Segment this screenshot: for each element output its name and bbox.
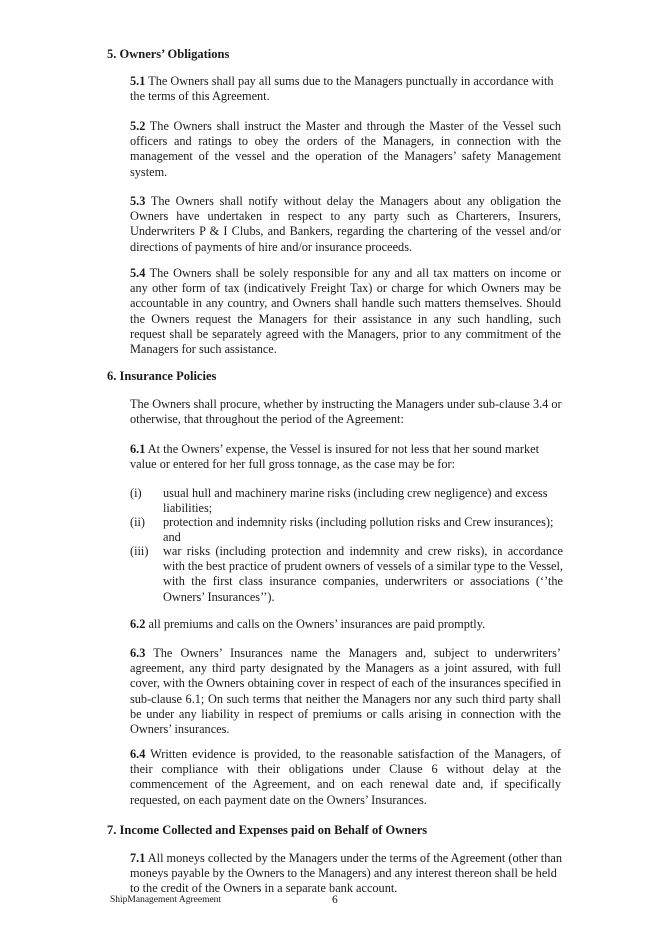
section-6-intro: The Owners shall procure, whether by instructing the Managers under sub-clause 3.4 or otherwise, that throughout the period of the Agreement: (130, 397, 562, 427)
clause-6-2 (130, 617, 562, 632)
clause-number: 5.2 (130, 119, 146, 133)
clause-6-4 (130, 747, 561, 808)
list-item-label: (ii) (130, 515, 146, 529)
clause-5-3 (130, 194, 561, 255)
clause-number: 6.3 (130, 646, 146, 660)
list-item-text: war risks (including protection and indemnity and crew risks), in accordance with the best practice of prudent owners of vessels of a similar type to the Vessel, with the first class insurance companies, underwriters or associations (‘’the Owners’ Insurances’’). (163, 544, 564, 604)
clause-text: Written evidence is provided, to the reasonable satisfaction of the Managers, of their compliance with their obligations under Clause 6 without delay at the commencement of the Agreement, and on each renewal date and, if specifically requested, on each payment date on the Owners’ Insurances. (130, 747, 561, 807)
list-item-text: protection and indemnity risks (including pollution risks and Crew insurances); and (163, 515, 554, 545)
clause-text: All moneys collected by the Managers under the terms of the Agreement (other than moneys payable by the Owners to the Managers) and any interest thereon shall be held to the credit of the Owners in a separate bank account. (130, 851, 562, 896)
clause-5-2 (130, 119, 561, 180)
clause-text: The Owners’ Insurances name the Managers and, subject to underwriters’ agreement, any third party designated by the Managers as a joint assured, with full cover, with the Owners obtaining cover in respect of each of the insurances specified in sub-clause 6.1; On such terms that neither the Managers nor any such third party shall be under any liability in respect of premiums or calls arising in connection with the Owners’ insurances. (130, 646, 561, 737)
clause-number: 6.2 (130, 617, 146, 631)
clause-5-1 (130, 74, 562, 104)
clause-number: 6.1 (130, 442, 146, 456)
clause-number: 5.1 (130, 74, 146, 88)
clause-6-1 (130, 442, 562, 472)
section-7-heading: 7. Income Collected and Expenses paid on Behalf of Owners (107, 823, 428, 837)
clause-text: The Owners shall be solely responsible for any and all tax matters on income or any other form of tax (indicatively Freight Tax) or charge for which Owners may be accountable in any country, and Owners shall handle such matters themselves. Should the Owners request the Managers for their assistance in any such handling, such request shall be separately agreed with the Managers, prior to any commitment of the Managers for such assistance. (130, 266, 561, 357)
list-item (130, 515, 563, 545)
clause-text: At the Owners’ expense, the Vessel is insured for not less that her sound market value or entered for her full gross tonnage, as the case may be for: (130, 442, 540, 472)
clause-5-4 (130, 266, 561, 357)
footer-document-name: ShipManagement Agreement (110, 895, 222, 905)
clause-6-3 (130, 646, 561, 737)
list-item (130, 486, 563, 516)
clause-text: all premiums and calls on the Owners’ insurances are paid promptly. (145, 617, 486, 631)
page-number: 6 (332, 894, 338, 906)
clause-number: 6.4 (130, 747, 146, 761)
list-item-label: (iii) (130, 544, 149, 558)
clause-number: 7.1 (130, 851, 146, 865)
list-item-text: usual hull and machinery marine risks (including crew negligence) and excess liabilities; (163, 486, 548, 516)
section-5-heading: 5. Owners’ Obligations (107, 47, 230, 61)
clause-number: 5.3 (130, 194, 146, 208)
clause-7-1 (130, 851, 562, 897)
section-6-heading: 6. Insurance Policies (107, 369, 217, 383)
clause-text: The Owners shall pay all sums due to the Managers punctually in accordance with the terms of this Agreement. (130, 74, 554, 104)
clause-text: The Owners shall notify without delay the Managers about any obligation the Owners have undertaken in respect to any party such as Charterers, Insurers, Underwriters P & I Clubs, and Bankers, regarding the chartering of the vessel and/or directions of payments of hire and/or insurance proceeds. (130, 194, 561, 254)
clause-number: 5.4 (130, 266, 146, 280)
list-item-label: (i) (130, 486, 142, 500)
list-item (130, 544, 563, 606)
clause-text: The Owners shall instruct the Master and through the Master of the Vessel such officers and ratings to obey the orders of the Managers, in connection with the management of the vessel and the operation of the Managers’ safety Management system. (130, 119, 561, 179)
